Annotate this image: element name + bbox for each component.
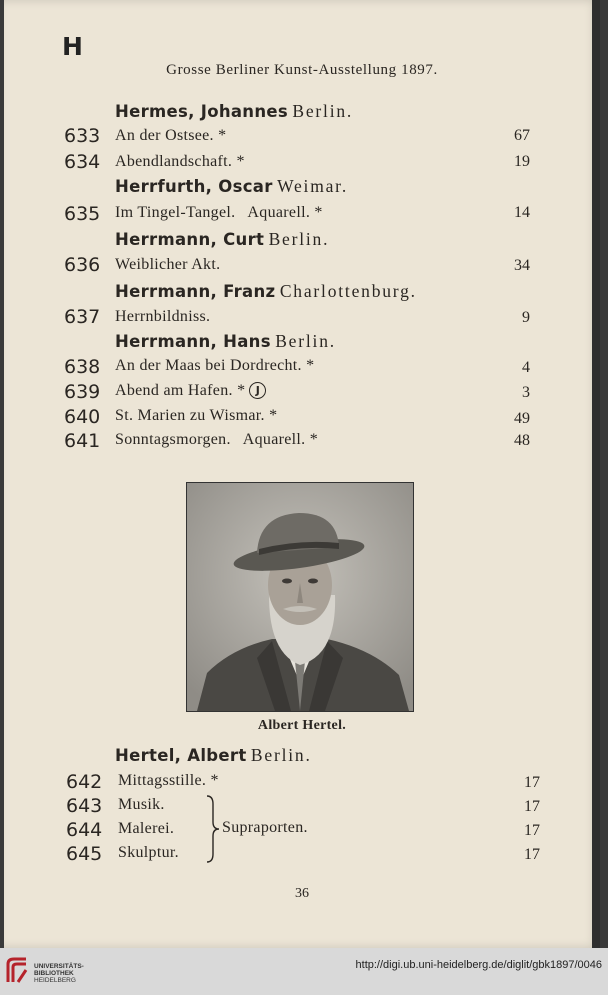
catalog-number: 638 — [64, 356, 101, 378]
curly-brace-icon — [204, 794, 222, 864]
jury-mark-icon: J — [249, 382, 266, 399]
library-logo-text[interactable] — [34, 963, 84, 984]
work-price: 3 — [522, 384, 530, 401]
logo-line: BIBLIOTHEK — [34, 970, 74, 977]
work-title: Abend am Hafen. * — [115, 382, 246, 399]
logo-line: UNIVERSITÄTS- — [34, 963, 84, 970]
work-title: Weiblicher Akt. — [115, 256, 221, 273]
work-price: 17 — [524, 774, 540, 791]
page-number: 36 — [295, 886, 309, 901]
artist-heading — [115, 229, 329, 250]
work-price: 14 — [514, 204, 530, 221]
catalog-number: 634 — [64, 151, 101, 173]
artist-name: Hermes, Johannes — [115, 102, 289, 121]
work-price: 34 — [514, 257, 530, 274]
portrait-caption: Albert Hertel. — [257, 718, 347, 733]
work-price: 49 — [514, 410, 530, 427]
artist-name: Hertel, Albert — [115, 746, 247, 765]
work-price: 9 — [522, 309, 530, 326]
work-price: 17 — [524, 846, 540, 863]
portrait-illustration — [187, 483, 413, 711]
book-binding-edge — [592, 0, 600, 948]
artist-city: Berlin. — [268, 229, 330, 249]
running-title: Grosse Berliner Kunst-Ausstellung 1897. — [166, 62, 438, 78]
work-price: 48 — [514, 432, 530, 449]
library-footer — [0, 948, 608, 995]
catalog-number: 641 — [64, 430, 101, 452]
catalog-number: 642 — [66, 771, 103, 793]
work-title-row — [115, 382, 266, 400]
work-price: 17 — [524, 822, 540, 839]
work-title: Sonntagsmorgen. Aquarell. * — [115, 431, 319, 448]
library-logo-icon[interactable] — [6, 956, 30, 984]
section-letter: H — [62, 32, 83, 61]
artist-name: Herrmann, Curt — [115, 230, 265, 249]
work-price: 4 — [522, 359, 530, 376]
catalog-number: 639 — [64, 381, 101, 403]
work-title: Abendlandschaft. * — [115, 153, 245, 170]
artist-name: Herrmann, Franz — [115, 282, 276, 301]
catalog-number: 635 — [64, 203, 101, 225]
artist-name: Herrmann, Hans — [115, 332, 271, 351]
artist-city: Berlin. — [292, 101, 354, 121]
artist-city: Berlin. — [275, 331, 336, 351]
work-price: 67 — [514, 127, 530, 144]
artist-heading — [115, 331, 336, 352]
catalog-number: 645 — [66, 843, 103, 865]
logo-line: HEIDELBERG — [34, 977, 76, 984]
work-title: An der Ostsee. * — [115, 127, 227, 144]
catalog-number: 636 — [64, 254, 101, 276]
work-title: Skulptur. — [118, 844, 179, 861]
artist-heading — [115, 745, 312, 766]
source-url-link[interactable]: http://digi.ub.uni-heidelberg.de/diglit/gbk1897/0046 — [355, 959, 602, 971]
work-price: 19 — [514, 153, 530, 170]
catalog-number: 637 — [64, 306, 101, 328]
artist-city: Berlin. — [250, 745, 312, 765]
catalog-number: 644 — [66, 819, 103, 841]
catalog-number: 633 — [64, 125, 101, 147]
artist-heading — [115, 176, 348, 197]
work-title: Malerei. — [118, 820, 175, 837]
work-title: Mittagsstille. * — [118, 772, 219, 789]
artist-heading — [115, 101, 353, 122]
group-label: Supraporten. — [222, 819, 308, 836]
work-title: Herrnbildniss. — [115, 308, 211, 325]
artist-city: Weimar. — [277, 176, 349, 196]
artist-heading — [115, 281, 417, 302]
catalog-number: 643 — [66, 795, 103, 817]
catalog-number: 640 — [64, 406, 101, 428]
artist-city: Charlottenburg. — [279, 281, 417, 301]
artist-name: Herrfurth, Oscar — [115, 177, 273, 196]
work-title: Musik. — [118, 796, 165, 813]
work-title: St. Marien zu Wismar. * — [115, 407, 278, 424]
catalog-page — [4, 0, 600, 948]
portrait-photo — [186, 482, 414, 712]
work-title: Im Tingel-Tangel. Aquarell. * — [115, 204, 323, 221]
work-title: An der Maas bei Dordrecht. * — [115, 357, 315, 374]
work-price: 17 — [524, 798, 540, 815]
